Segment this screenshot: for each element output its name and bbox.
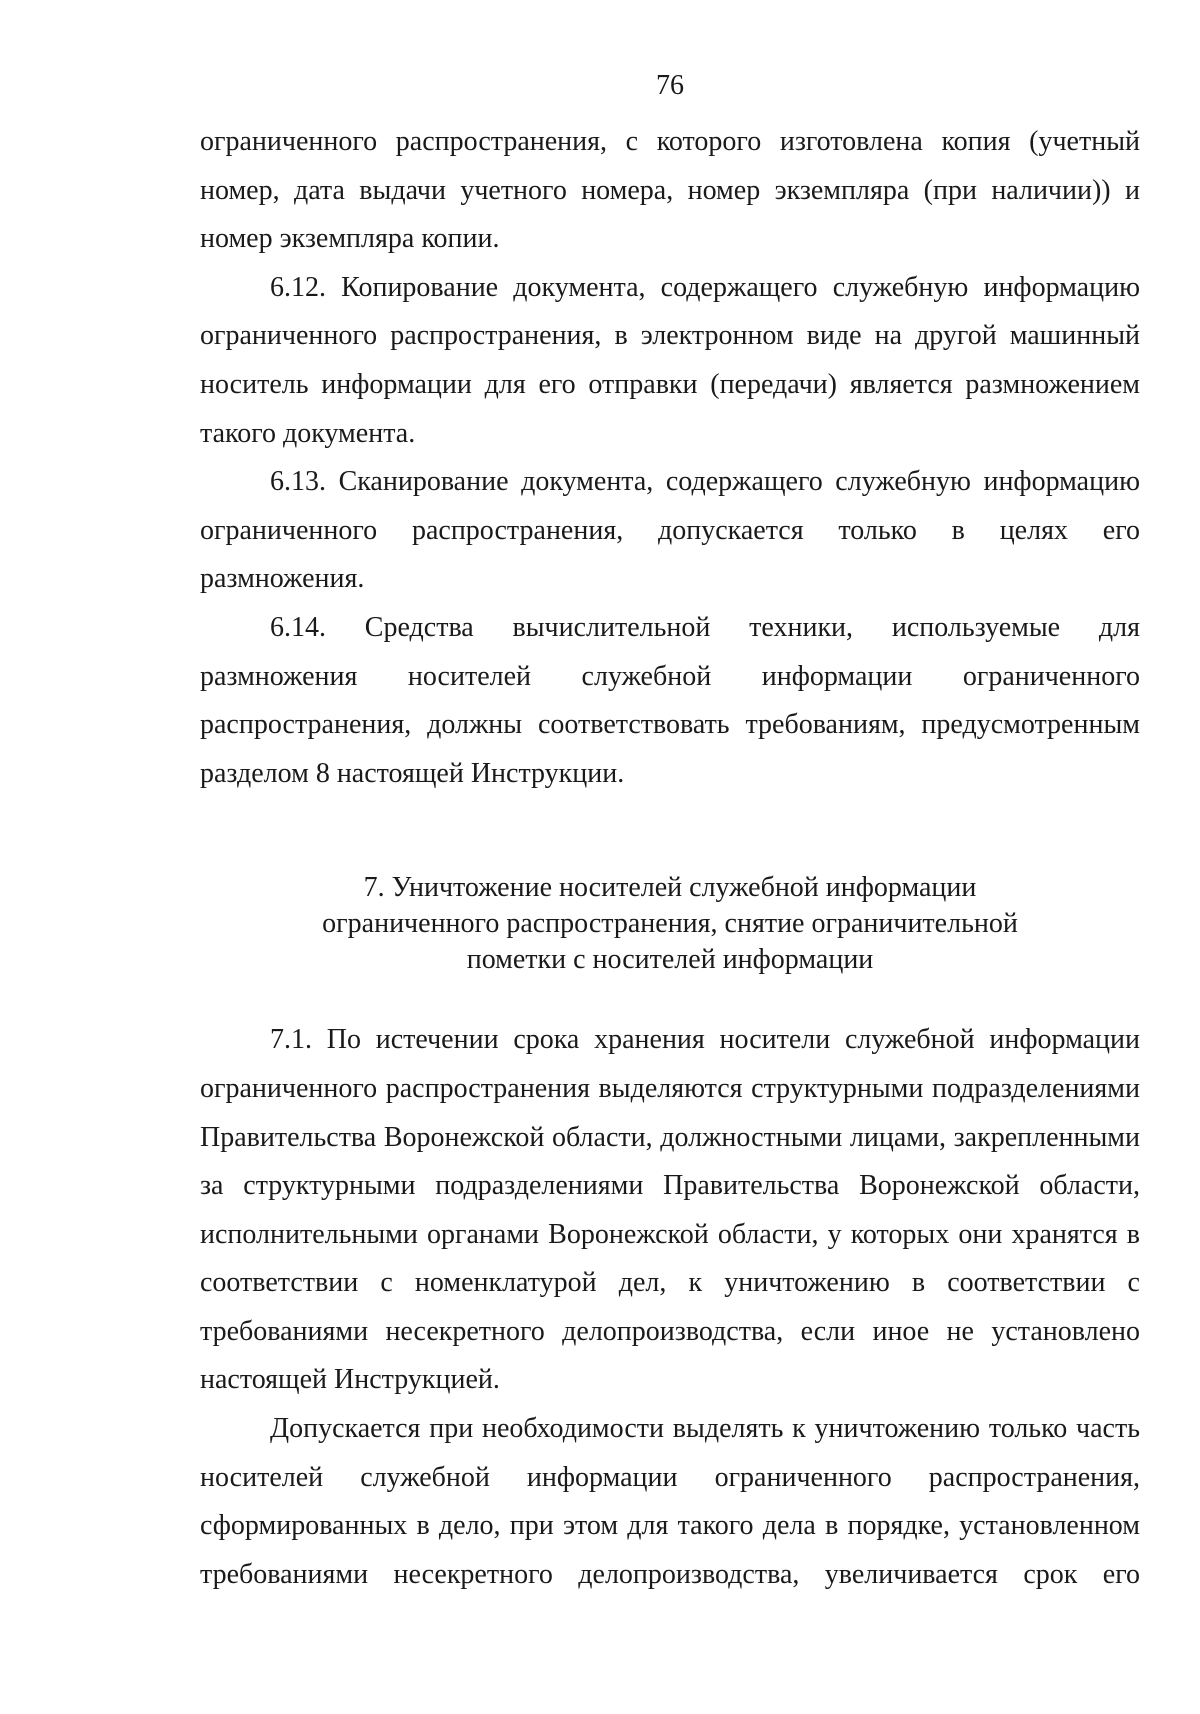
section-heading [200, 870, 1140, 978]
page-number: 76 [656, 70, 684, 101]
paragraph-7-1: 7.1. По истечении срока хранения носители служебной информации ограниченного распространения выделяются структурными подразделениями Правительства Воронежской области, должностными лицами, закрепленными за структурными подразделениями Правительства Воронежской области, исполнительными органами Воронежской области, у которых они хранятся в соответствии с номенклатурой дел, к уничтожению в соответствии с требованиями несекретного делопроизводства, если иное не установлено настоящей Инструкцией. [200, 1024, 1140, 1396]
paragraph-6-13: 6.13. Сканирование документа, содержащего служебную информацию ограниченного распространения, допускается только в целях его размножения. [200, 466, 1140, 595]
paragraph-6-12: 6.12. Копирование документа, содержащего служебную информацию ограниченного распространения, в электронном виде на другой машинный носитель информации для его отправки (передачи) является размножением такого документа. [200, 271, 1140, 449]
paragraph-6-14: 6.14. Средства вычислительной техники, используемые для размножения носителей служебной информации ограниченного распространения, должны соответствовать требованиям, предусмотренным разделом 8 настоящей Инструкции. [200, 611, 1140, 789]
section-heading-line-1: 7. Уничтожение носителей служебной информации [363, 872, 977, 904]
document-body [200, 118, 1140, 1599]
section-heading-line-3: пометки с носителей информации [466, 944, 874, 976]
paragraph-continuation: ограниченного распространения, с которого изготовлена копия (учетный номер, дата выдачи учетного номера, номер экземпляра (при наличии)) и номер экземпляра копии. [200, 126, 1140, 255]
paragraph-partial-destruction: Допускается при необходимости выделять к уничтожению только часть носителей служебной информации ограниченного распространения, сформированных в дело, при этом для такого дела в порядке, установленном требованиями несекретного делопроизводства, увеличивается срок его [200, 1413, 1140, 1590]
section-heading-line-2: ограниченного распространения, снятие ограничительной [322, 908, 1018, 940]
